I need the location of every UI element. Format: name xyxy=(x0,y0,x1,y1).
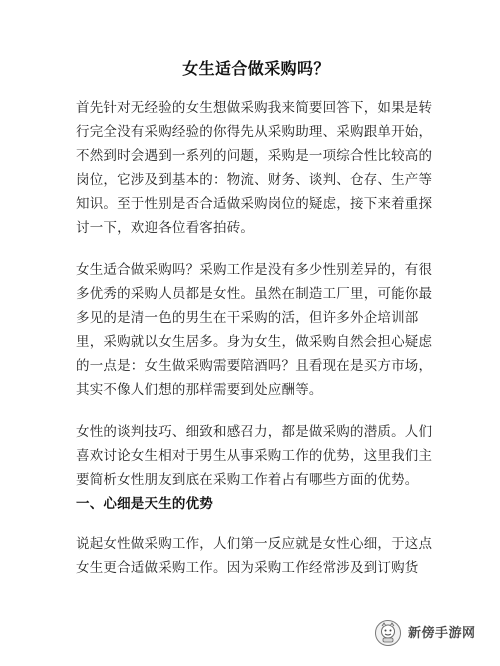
paragraph-line: 多见的是清一色的男生在干采购的活，但许多外企培训部 xyxy=(76,310,419,326)
paragraph-line: 说起女性做采购工作，人们第一反应就是女性心细，于这点 xyxy=(76,536,433,552)
paragraph-line: 知识。至于性别是否合适做采购岗位的疑虑，接下来着重探 xyxy=(76,196,433,212)
paragraph-line: 喜欢讨论女生相对于男生从事采购工作的优势，这里我们主 xyxy=(76,448,433,464)
paragraph-line: 其实不像人们想的那样需要到处应酬等。 xyxy=(76,382,323,398)
paragraph-line: 不然到时会遇到一系列的问题，采购是一项综合性比较高的 xyxy=(76,148,433,164)
paragraph-line: 要简析女性朋友到底在采购工作着占有哪些方面的优势。 xyxy=(76,472,419,488)
paragraph-3 xyxy=(76,420,436,492)
site-watermark xyxy=(374,614,486,652)
watermark-text: 新傍手游网 xyxy=(408,625,476,640)
paragraph-line: 讨一下，欢迎各位看客拍砖。 xyxy=(76,220,255,236)
paragraph-line: 女性的谈判技巧、细致和感召力，都是做采购的潜质。人们 xyxy=(76,424,433,440)
paragraph-line: 多优秀的采购人员都是女性。虽然在制造工厂里，可能你最 xyxy=(76,286,433,302)
paragraph-1 xyxy=(76,96,436,240)
paragraph-line: 行完全没有采购经验的你得先从采购助理、采购跟单开始， xyxy=(76,124,433,140)
paragraph-line: 女生更合适做采购工作。因为采购工作经常涉及到订购货 xyxy=(76,560,419,576)
paragraph-line: 首先针对无经验的女生想做采购我来简要回答下，如果是转 xyxy=(76,100,433,116)
article-title: 女生适合做采购吗？ xyxy=(182,59,330,78)
mascot-logo-icon xyxy=(374,619,402,647)
paragraph-line: 岗位，它涉及到基本的：物流、财务、谈判、仓存、生产等 xyxy=(76,172,433,188)
paragraph-line: 里，采购就以女生居多。身为女生，做采购自然会担心疑虑 xyxy=(76,334,433,350)
paragraph-line: 的一点是：女生做采购需要陪酒吗？且看现在是买方市场， xyxy=(76,358,433,374)
section-paragraph xyxy=(76,532,436,580)
paragraph-line: 女生适合做采购吗？采购工作是没有多少性别差异的，有很 xyxy=(76,262,433,278)
section-heading: 一、心细是天生的优势 xyxy=(76,496,213,512)
paragraph-2 xyxy=(76,258,436,402)
